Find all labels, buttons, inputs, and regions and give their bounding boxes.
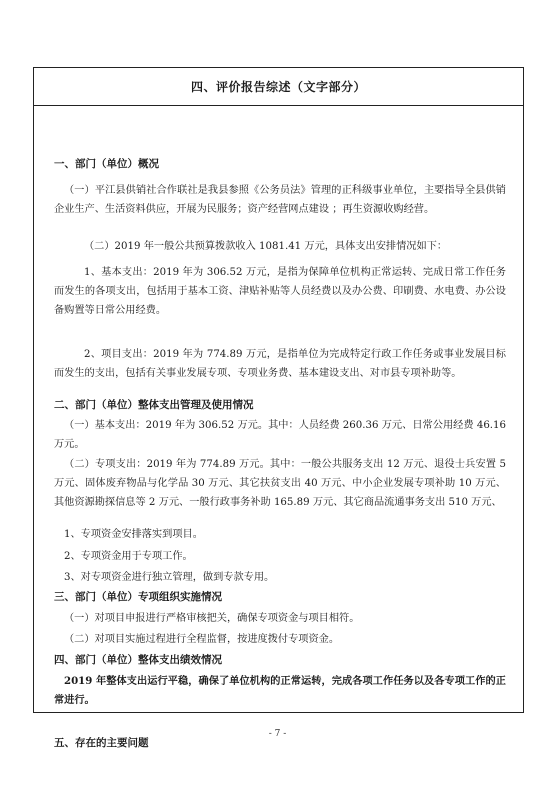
paragraph-s3-2: （二）对项目实施过程进行全程监督，按进度拨付专项资金。 <box>64 634 340 645</box>
paragraph-s4-1: 2019 年整体支出运行平稳，确保了单位机构的正常运转，完成各项工作任务以及各专项工作的正常进行。 <box>54 675 506 706</box>
paragraph-s2-3: 1、专项资金安排落实到项目。 <box>64 529 203 540</box>
table-title: 四、评价报告综述（文字部分） <box>34 68 523 106</box>
page-number: - 7 - <box>268 729 287 739</box>
paragraph-s2-5: 3、对专项资金进行独立管理，做到专款专用。 <box>64 572 275 583</box>
section-heading-2: 二、部门（单位）整体支出管理及使用情况 <box>54 399 254 411</box>
paragraph-s1-4: 2、项目支出：2019 年为 774.89 万元，是指单位为完成特定行政工作任务或事业发展目标而发生的支出，包括有关事业发展专项、专项业务费、基本建设支出、对市县专项补助等。 <box>54 349 506 379</box>
report-table-frame <box>33 67 524 749</box>
section-heading-4: 四、部门（单位）整体支出绩效情况 <box>54 654 222 666</box>
paragraph-s2-4: 2、专项资金用于专项工作。 <box>64 551 193 562</box>
section-heading-5: 五、存在的主要问题 <box>54 737 149 749</box>
paragraph-s3-1: （一）对项目申报进行严格审核把关，确保专项资金与项目相符。 <box>64 613 360 624</box>
section-heading-1: 一、部门（单位）概况 <box>54 158 159 170</box>
paragraph-s1-3: 1、基本支出：2019 年为 306.52 万元，是指为保障单位机构正常运转、完成日常工作任务而发生的各项支出，包括用于基本工资、津贴补贴等人员经费以及办公费、印刷费、水电费、办公设备购置等日常公用经费。 <box>54 267 506 316</box>
report-content <box>34 106 523 749</box>
paragraph-s1-2: （二）2019 年一般公共预算拨款收入 1081.41 万元，具体支出安排情况如下： <box>84 241 448 252</box>
paragraph-s2-2: （二）专项支出：2019 年为 774.89 万元。其中：一般公共服务支出 12 万元、退役士兵安置 5 万元、固体废弃物品与化学品 30 万元、其它扶贫支出 40 万元、中小企业发展专项补助 10 万元、其他资源勘探信息等 2 万元、一般行政事务补助 165.89 万元、其它商品流通事务支出 510 万元、 <box>54 459 506 508</box>
section-heading-3: 三、部门（单位）专项组织实施情况 <box>54 591 222 603</box>
paragraph-s2-1: （一）基本支出：2019 年为 306.52 万元。其中：人员经费 260.36 万元、日常公用经费 46.16 万元。 <box>54 420 506 450</box>
paragraph-s1-1: （一）平江县供销社合作联社是我县参照《公务员法》管理的正科级事业单位，主要指导全县供销企业生产、生活资料供应，开展为民服务；资产经营网点建设 ；再生资源收购经营。 <box>54 185 506 215</box>
